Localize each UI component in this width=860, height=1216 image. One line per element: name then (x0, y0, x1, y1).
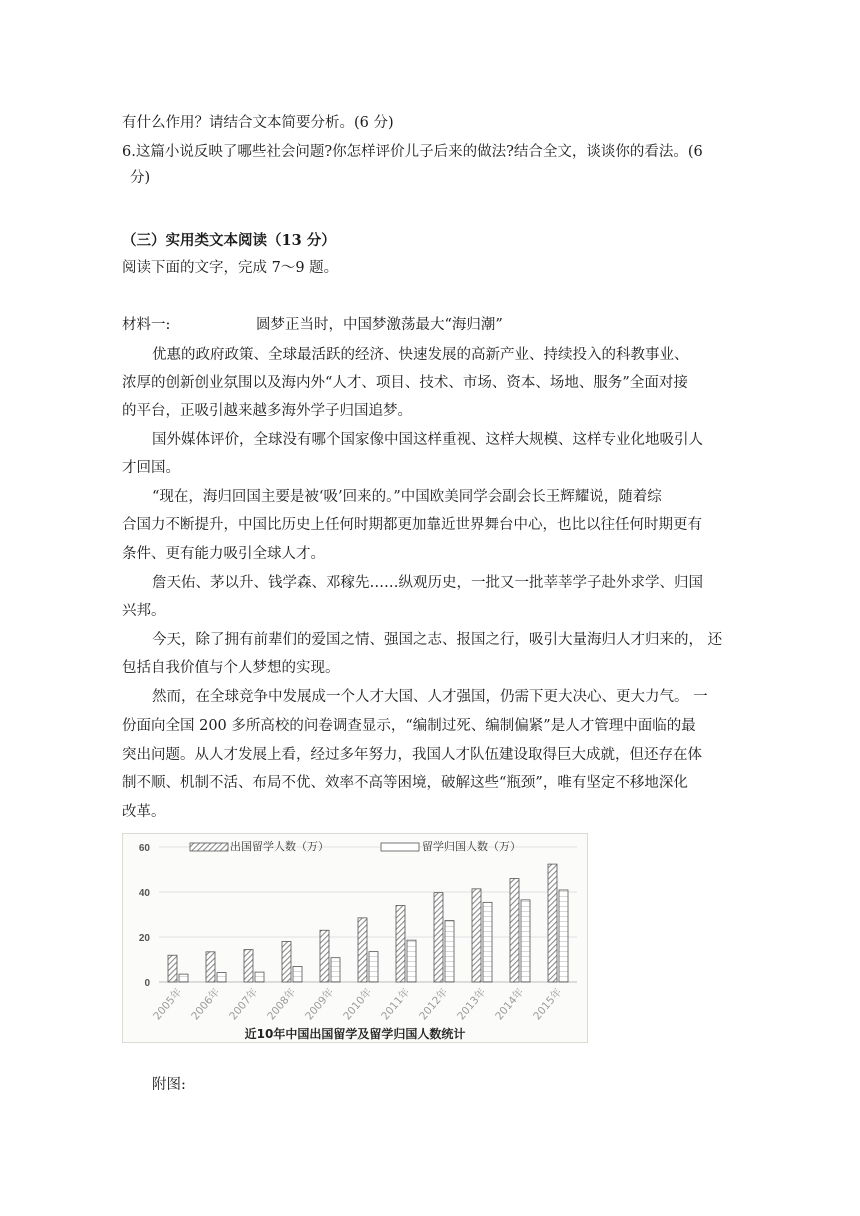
bar-outbound (320, 930, 329, 982)
bar-returning (255, 972, 264, 982)
x-tick-label: 2006年 (189, 986, 223, 1023)
legend-label-outbound: 出国留学人数（万） (230, 840, 329, 853)
bar-outbound (434, 893, 443, 982)
paragraph-4-line-2: 兴邦。 (122, 603, 166, 619)
bar-returning (331, 958, 340, 982)
instruction: 阅读下面的文字，完成 7～9 题。 (122, 260, 339, 276)
paragraph-6-line-5: 改革。 (122, 804, 166, 820)
bar-returning (179, 974, 188, 982)
bar-returning (407, 940, 416, 982)
x-tick-label: 2008年 (265, 986, 299, 1023)
paragraph-3-line-2: 合国力不断提升，中国比历史上任何时期都更加靠近世界舞台中心，也比以往任何时期更有 (122, 517, 702, 533)
paragraph-4: 詹天佑、茅以升、钱学森、邓稼先……纵观历史，一批又一批莘莘学子赴外求学、归国 (152, 575, 703, 591)
paragraph-2: 国外媒体评价，全球没有哪个国家像中国这样重视、这样大规模、这样专业化地吸引人 (152, 432, 703, 448)
bar-returning (217, 973, 226, 982)
legend-swatch-returning (381, 843, 419, 851)
question-5-tail: 有什么作用？请结合文本简要分析。(6 分) (122, 115, 394, 131)
bar-returning (521, 900, 530, 982)
paragraph-3-line-3: 条件、更有能力吸引全球人才。 (122, 546, 325, 562)
x-tick-label: 2015年 (531, 986, 565, 1023)
x-tick-label: 2010年 (341, 986, 375, 1023)
bar-outbound (168, 955, 177, 982)
bar-returning (293, 966, 302, 982)
bar-outbound (358, 918, 367, 982)
bar-returning (483, 902, 492, 982)
material-title: 圆梦正当时，中国梦激荡最大“海归潮” (256, 317, 503, 333)
bar-outbound (472, 889, 481, 982)
y-tick-label: 0 (144, 978, 150, 989)
bar-outbound (206, 952, 215, 982)
material-label: 材料一: (122, 317, 171, 333)
chart-title: 近10年中国出国留学及留学归国人数统计 (244, 1027, 466, 1041)
bar-outbound (396, 906, 405, 983)
paragraph-5: 今天，除了拥有前辈们的爱国之情、强国之志、报国之行，吸引大量海归人才归来的， 还 (152, 632, 723, 648)
paragraph-5-line-2: 包括自我价值与个人梦想的实现。 (122, 660, 340, 676)
question-6-continued: 分) (130, 170, 151, 186)
y-tick-label: 60 (138, 843, 150, 854)
paragraph-6-line-3: 突出问题。从人才发展上看，经过多年努力，我国人才队伍建设取得巨大成就，但还存在体 (122, 747, 702, 763)
question-6: 6.这篇小说反映了哪些社会问题?你怎样评价儿子后来的做法?结合全文，谈谈你的看法。(6 (122, 144, 703, 160)
paragraph-6-line-4: 制不顺、机制不活、布局不优、效率不高等困境，破解这些“瓶颈”，唯有坚定不移地深化 (122, 775, 688, 791)
bar-outbound (510, 879, 519, 983)
bar-returning (445, 921, 454, 982)
bar-outbound (548, 864, 557, 982)
bar-outbound (244, 950, 253, 982)
figure-label: 附图: (152, 1077, 186, 1093)
paragraph-1: 优惠的政府政策、全球最活跃的经济、快速发展的高新产业、持续投入的科教事业、 (152, 347, 689, 363)
paragraph-1-line-2: 浓厚的创新创业氛围以及海内外“人才、项目、技术、市场、资本、场地、服务”全面对接 (122, 375, 688, 391)
bar-chart-svg (123, 834, 587, 1042)
paragraph-6-line-2: 份面向全国 200 多所高校的问卷调查显示，“编制过死、编制偏紧”是人才管理中面临的最 (122, 718, 696, 734)
y-tick-label: 20 (138, 933, 150, 944)
bar-returning (369, 952, 378, 982)
paragraph-3: “现在，海归回国主要是被‘吸’回来的。”中国欧美同学会副会长王辉耀说，随着综 (152, 489, 662, 505)
legend-label-returning: 留学归国人数（万） (422, 840, 521, 853)
bar-outbound (282, 942, 291, 983)
paragraph-2-line-2: 才回国。 (122, 460, 180, 476)
x-tick-label: 2012年 (417, 986, 451, 1023)
x-tick-label: 2005年 (151, 986, 185, 1023)
paragraph-1-line-3: 的平台，正吸引越来越多海外学子归国追梦。 (122, 403, 412, 419)
bar-returning (559, 890, 568, 982)
x-tick-label: 2013年 (455, 986, 489, 1023)
paragraph-6: 然而，在全球竞争中发展成一个人才大国、人才强国，仍需下更大决心、更大力气。 一 (152, 689, 708, 705)
x-tick-label: 2011年 (379, 986, 413, 1023)
section-title: （三）实用类文本阅读（13 分） (122, 232, 336, 249)
y-tick-label: 40 (138, 888, 150, 899)
bar-chart (122, 833, 588, 1043)
x-tick-label: 2014年 (493, 986, 527, 1023)
legend-swatch-outbound (190, 843, 228, 851)
x-tick-label: 2009年 (303, 986, 337, 1023)
x-tick-label: 2007年 (227, 986, 261, 1023)
